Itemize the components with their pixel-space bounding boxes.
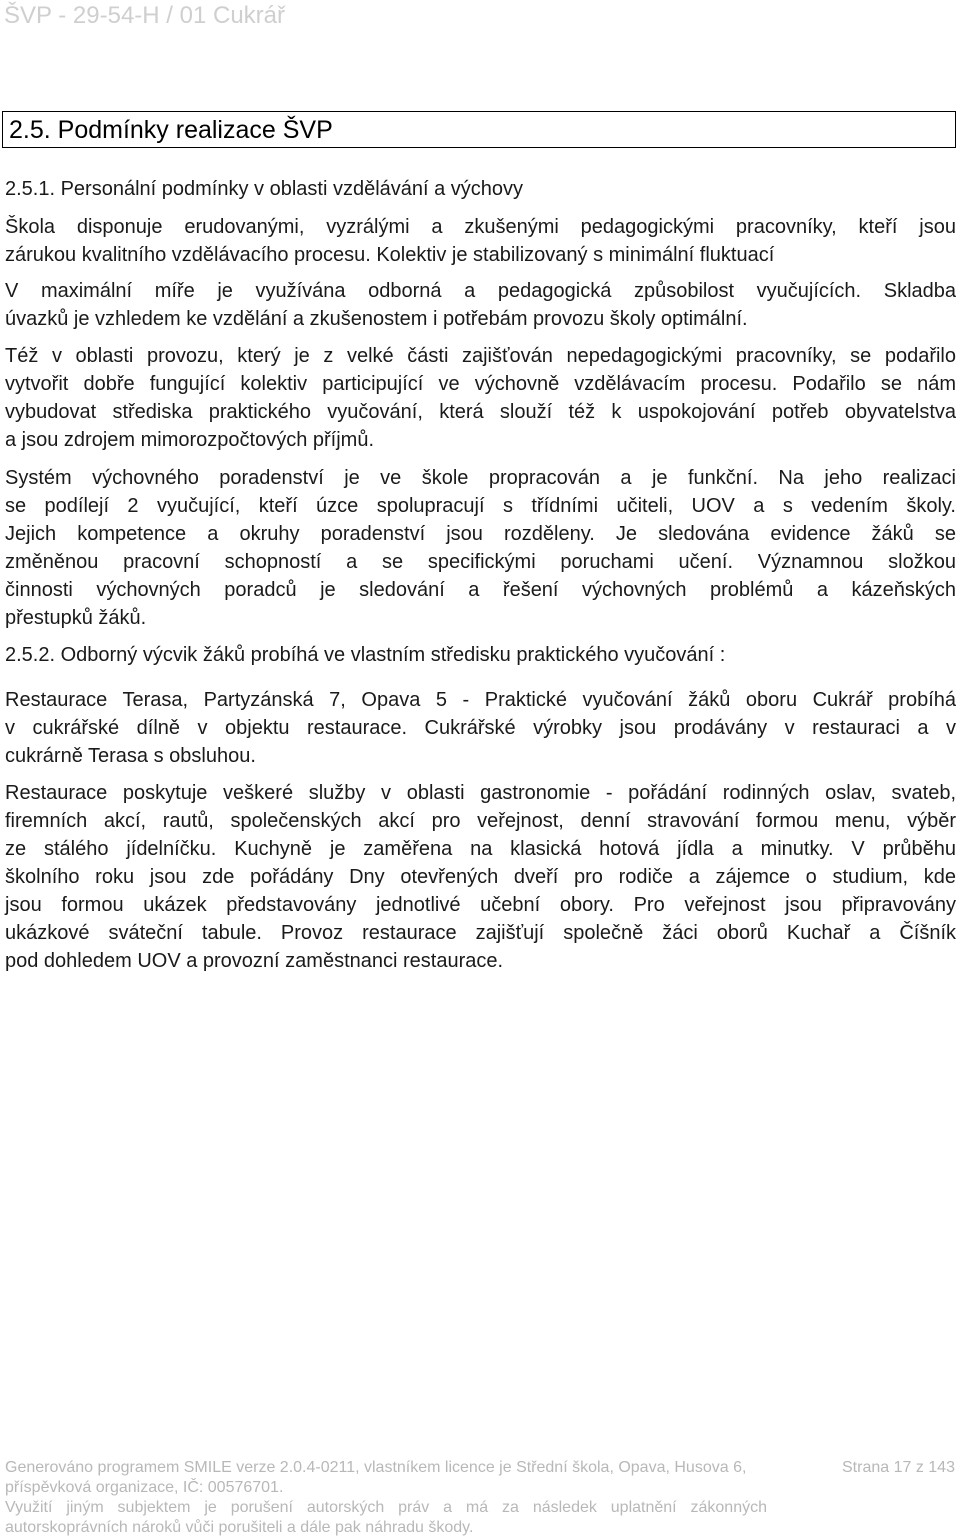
body-line: úvazků je vzhledem ke vzdělání a zkušenostem i potřebám provozu školy optimální. [5, 308, 748, 330]
body-line: Systém výchovného poradenství je ve škole propracován a je funkční. Na jeho realizaci [5, 467, 956, 489]
document-header: ŠVP - 29-54-H / 01 Cukrář [4, 2, 286, 29]
body-line: firemních akcí, rautů, společenských akcí pro veřejnost, denní stravování formou menu, výběr [5, 810, 956, 832]
body-line: přestupků žáků. [5, 607, 147, 629]
body-line: vybudovat střediska praktického vyučování, která slouží též k uspokojování potřeb obyvatelstva [5, 401, 956, 423]
body-line: činnosti výchovných poradců je sledování a řešení výchovných problémů a kázeňských [5, 579, 956, 601]
body-line: Škola disponuje erudovanými, vyzrálými a zkušenými pedagogickými pracovníky, kteří jsou [5, 216, 956, 238]
body-line: školního roku jsou zde pořádány Dny otevřených dveří pro rodiče a zájemce o studium, kde [5, 866, 956, 888]
section-title: 2.5. Podmínky realizace ŠVP [9, 116, 333, 144]
subsection-title: 2.5.2. Odborný výcvik žáků probíhá ve vlastním středisku praktického vyučování : [5, 644, 726, 666]
body-line: Též v oblasti provozu, který je z velké části zajišťován nepedagogickými pracovníky, se podařilo [5, 345, 956, 367]
footer-organization: příspěvková organizace, IČ: 00576701. [5, 1479, 284, 1496]
body-line: změněnou pracovní schopností a se specifickými poruchami učení. Významnou složkou [5, 551, 956, 573]
section-heading-box [2, 111, 956, 148]
footer-copyright: autorskoprávních nároků vůči porušiteli a dále pak náhradu škody. [5, 1519, 474, 1536]
body-line: vytvořit dobře fungující kolektiv participující ve výchovně vzdělávacím procesu. Podařilo se nám [5, 373, 956, 395]
body-line: V maximální míře je využívána odborná a pedagogická způsobilost vyučujících. Skladba [5, 280, 956, 302]
body-line: Restaurace poskytuje veškeré služby v oblasti gastronomie - pořádání rodinných oslav, svateb, [5, 782, 956, 804]
body-line: zárukou kvalitního vzdělávacího procesu. Kolektiv je stabilizovaný s minimální fluktuací [5, 244, 775, 266]
body-line: cukrárně Terasa s obsluhou. [5, 745, 256, 767]
body-line: a jsou zdrojem mimorozpočtových příjmů. [5, 429, 375, 451]
body-line: v cukrářské dílně v objektu restaurace. Cukrářské výrobky jsou prodávány v restauraci a v [5, 717, 956, 739]
body-line: ze stálého jídelníčku. Kuchyně je zaměřena na klasická hotová jídla a minutky. V průběhu [5, 838, 956, 860]
body-line: jsou formou ukázek představovány jednotlivé učební obory. Pro veřejnost jsou připravovány [5, 894, 956, 916]
body-line: ukázkové sváteční tabule. Provoz restaurace zajišťují společně žáci oborů Kuchař a Číšník [5, 922, 956, 944]
footer-copyright: Využití jiným subjektem je porušení autorských práv a má za následek uplatnění zákonných [5, 1499, 767, 1516]
body-line: Restaurace Terasa, Partyzánská 7, Opava 5 - Praktické vyučování žáků oboru Cukrář probíhá [5, 689, 956, 711]
page-number: Strana 17 z 143 [842, 1459, 955, 1476]
subsection-title: 2.5.1. Personální podmínky v oblasti vzdělávání a výchovy [5, 178, 524, 200]
body-line: Jejich kompetence a okruhy poradenství jsou rozděleny. Je sledována evidence žáků se [5, 523, 956, 545]
body-line: se podílejí 2 vyučující, kteří úzce spolupracují s třídními učiteli, UOV a s vedením školy. [5, 495, 956, 517]
footer-generator-note: Generováno programem SMILE verze 2.0.4-0211, vlastníkem licence je Střední škola, Opava, Husova 6, [5, 1459, 747, 1476]
body-line: pod dohledem UOV a provozní zaměstnanci restaurace. [5, 950, 504, 972]
